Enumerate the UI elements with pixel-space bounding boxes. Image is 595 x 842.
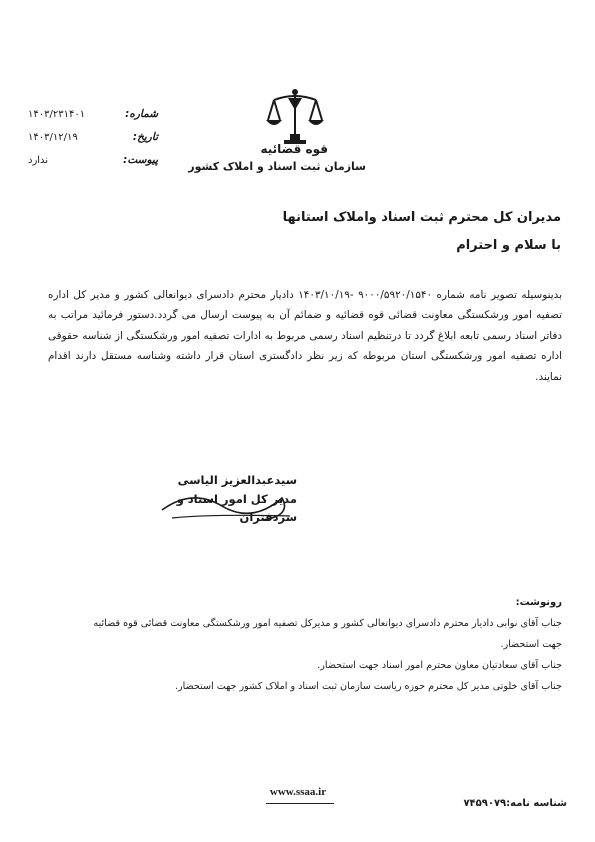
meta-date-row [28,131,158,154]
handwritten-signature [152,468,302,528]
cc-item: جناب آقای سعادتیان معاون محترم امور اسناد جهت استحضار. [317,660,562,671]
organization-subtitle: سازمان ثبت اسناد و املاک کشور [188,160,366,173]
document-id [417,798,567,809]
cc-block [80,592,562,697]
judiciary-emblem-icon [262,86,328,146]
greeting-line: با سلام و احترام [456,238,561,253]
website-underline [266,803,334,804]
letter-attachment: ندارد [28,155,49,166]
cc-item: جناب آقای نوابی دادیار محترم دادسرای دیوانعالی کشور و مدیرکل تصفیه امور ورشکستگی معاونت قضائی قوه قضائیه جهت استحضار. [93,618,562,650]
signer-name: سیدعبدالعزیز الیاسی [177,473,297,487]
cc-title: رونوشت: [515,597,562,608]
letter-meta [28,108,158,177]
signer-title: مدیر کل امور اسناد و سردفتران [176,492,297,524]
document-id-label: شناسه نامه: [506,798,567,809]
letter-number-label: شماره: [125,108,158,120]
cc-item: جناب آقای خلوتی مدیر کل محترم حوزه ریاست سازمان ثبت اسناد و املاک کشور جهت استحضار. [174,681,562,692]
letter-date: ۱۴۰۳/۱۲/۱۹ [28,132,78,143]
letter-number: ۱۴۰۳/۲۳۱۴۰۱ [28,109,86,120]
organization-name: قوه قضائیه [260,142,328,156]
meta-number-row [28,108,158,131]
letter-attachment-label: پیوست: [123,154,158,166]
letter-date-label: تاریخ: [132,131,158,143]
meta-attachment-row [28,154,158,177]
letter-body: بدینوسیله تصویر نامه شماره ۹۰۰۰/۵۹۲۰/۱۵۴۰ -۱۴۰۳/۱۰/۱۹ دادیار محترم دادسرای دیوانعالی کشور و مدیر کل اداره تصفیه امور ورشکستگی معاونت قضائی قوه قضائیه و ضمائم آن به پیوست ارسال می گردد.دستور فرمائید مراتب به دفاتر اسناد رسمی تابعه ابلاغ گردد تا درتنظیم اسناد رسمی مربوط به ادارات تصفیه امور ورشکستگی از شناسه حقوقی اداره تصفیه امور ورشکستگی استان مربوطه که زیر نظر دادگستری استان قرار داشته وشناسه مستقل دارند اقدام نمایند. [48,289,562,383]
document-id-value: ۷۴۵۹۰۷۹ [463,798,507,809]
recipient-line: مدیران کل محترم ثبت اسناد واملاک استانها [282,210,561,225]
website-link[interactable]: www.ssaa.ir [269,786,327,798]
